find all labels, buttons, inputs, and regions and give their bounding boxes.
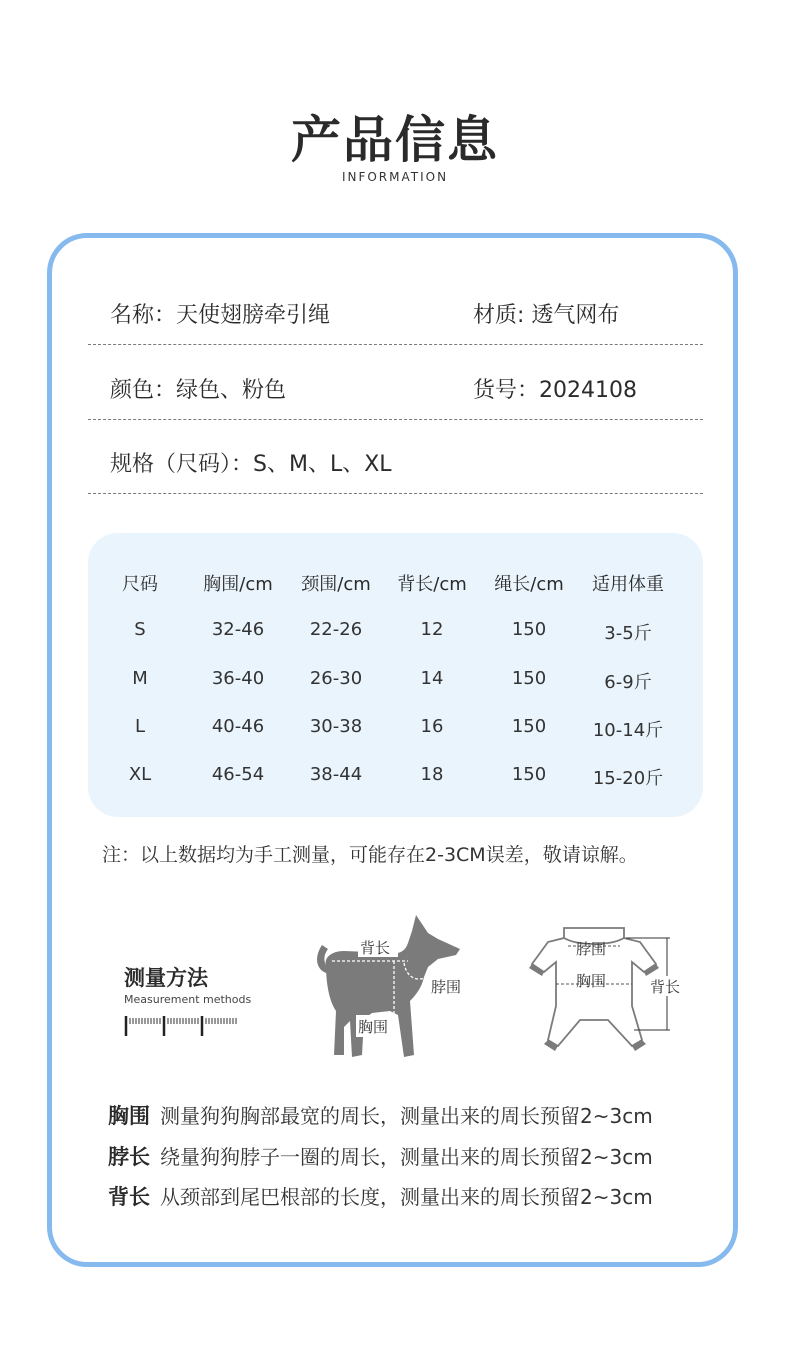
table-cell: 36-40 (211, 668, 265, 689)
shirt-label-chest: 胸围 (576, 972, 607, 990)
product-color: 颜色：绿色、粉色 (110, 378, 287, 403)
product-spec: 规格（尺码）：S、M、L、XL (110, 452, 392, 477)
method-title: 测量方法 (124, 966, 208, 990)
dog-diagram (310, 915, 470, 1065)
table-cell: 10-14斤 (592, 720, 664, 741)
table-cell: L (134, 716, 146, 737)
table-cell: 32-46 (211, 619, 265, 640)
info-row-2 (88, 345, 703, 420)
table-cell: 150 (511, 716, 547, 737)
method-subtitle: Measurement methods (124, 993, 252, 1006)
description-back (108, 1181, 653, 1211)
table-cell: 40-46 (211, 716, 265, 737)
shirt-label-back: 背长 (650, 978, 681, 996)
table-cell: 150 (511, 764, 547, 785)
table-header-cell: 绳长/cm (494, 574, 564, 595)
table-header-cell: 颈围/cm (301, 574, 371, 595)
shirt-label-neck: 脖围 (576, 940, 607, 958)
table-cell: 16 (420, 716, 444, 737)
description-neck (108, 1141, 653, 1171)
table-header-cell: 背长/cm (397, 574, 467, 595)
product-name: 名称：天使翅膀牵引绳 (110, 303, 331, 328)
page-title: 产品信息 (291, 111, 499, 169)
table-cell: XL (128, 764, 152, 785)
table-cell: 12 (420, 619, 444, 640)
description-text: 测量狗狗胸部最宽的周长，测量出来的周长预留2~3cm (160, 1104, 653, 1128)
table-cell: 3-5斤 (604, 623, 652, 644)
description-term: 背长 (108, 1185, 150, 1209)
table-cell: 150 (511, 619, 547, 640)
table-cell: 14 (420, 668, 444, 689)
table-cell: 22-26 (309, 619, 363, 640)
table-cell: S (134, 619, 146, 640)
table-cell: 38-44 (309, 764, 363, 785)
info-row-1 (88, 270, 703, 345)
description-term: 脖长 (108, 1145, 150, 1169)
description-text: 绕量狗狗脖子一圈的周长，测量出来的周长预留2~3cm (160, 1145, 653, 1169)
table-header-cell: 适用体重 (592, 574, 664, 595)
description-chest (108, 1100, 653, 1130)
ruler-icon (124, 1014, 240, 1038)
size-table (88, 533, 703, 817)
measurement-note: 注：以上数据均为手工测量，可能存在2-3CM误差，敬请谅解。 (102, 844, 638, 866)
dog-label-chest: 胸围 (358, 1018, 389, 1036)
table-cell: 30-38 (309, 716, 363, 737)
table-cell: 26-30 (309, 668, 363, 689)
product-material: 材质: 透气网布 (473, 303, 620, 328)
table-header-cell: 尺码 (122, 574, 158, 595)
table-header-cell: 胸围/cm (203, 574, 273, 595)
info-row-3 (88, 419, 703, 494)
dog-label-back: 背长 (360, 939, 391, 957)
description-text: 从颈部到尾巴根部的长度，测量出来的周长预留2~3cm (160, 1185, 653, 1209)
table-cell: M (132, 668, 148, 689)
shirt-diagram (522, 920, 692, 1065)
table-cell: 18 (420, 764, 444, 785)
dog-label-neck: 脖围 (431, 978, 462, 996)
description-term: 胸围 (108, 1104, 150, 1128)
table-cell: 15-20斤 (592, 768, 664, 789)
table-cell: 150 (511, 668, 547, 689)
table-cell: 46-54 (211, 764, 265, 785)
product-item-no: 货号：2024108 (473, 378, 637, 403)
table-cell: 6-9斤 (604, 672, 652, 693)
page-subtitle: INFORMATION (341, 170, 449, 184)
